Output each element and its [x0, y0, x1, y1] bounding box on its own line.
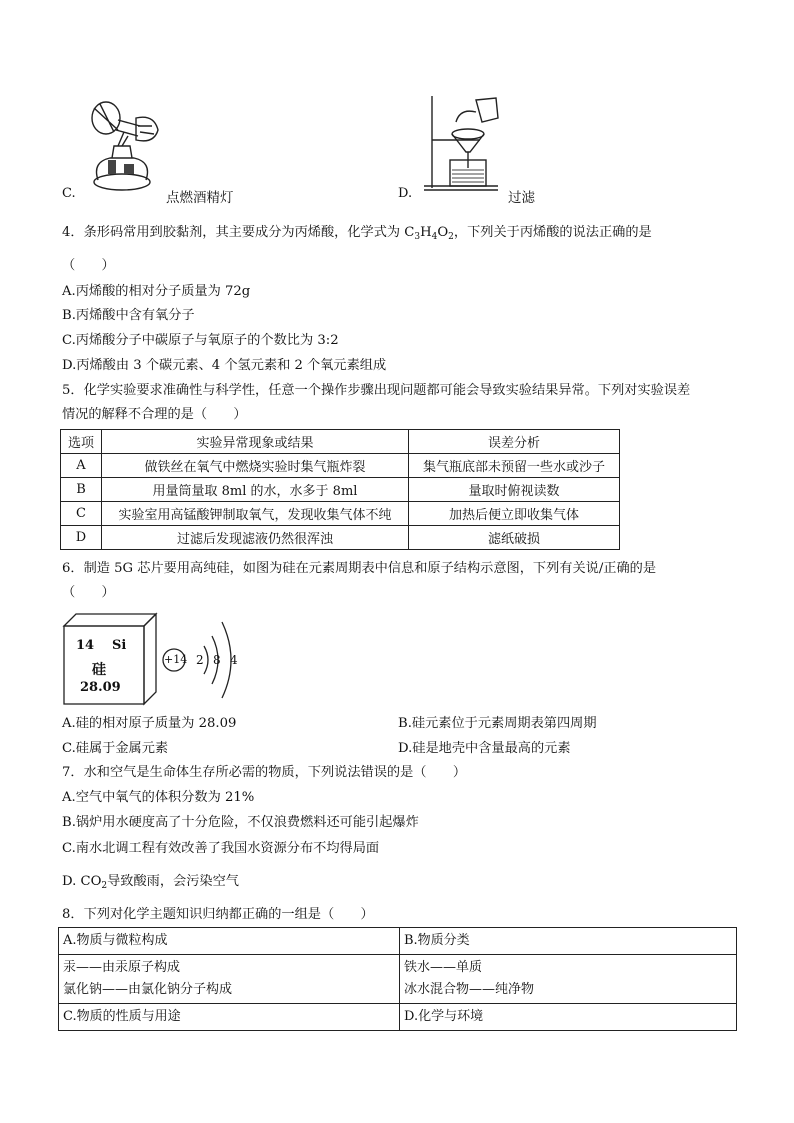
- q8-cell-b-content: [400, 955, 737, 1004]
- q5-stem-line1: 5．化学实验要求准确性与科学性，任意一个操作步骤出现问题都可能会导致实验结果异常。下列对实验误差: [62, 383, 691, 398]
- atom-shell-2: 8: [213, 653, 221, 667]
- table-header-cell: 误差分析: [409, 430, 620, 454]
- table-cell: 集气瓶底部未预留一些水或沙子: [409, 454, 620, 478]
- table-cell: C: [61, 502, 102, 526]
- q8-b-line2: 冰水混合物——纯净物: [404, 982, 535, 997]
- q3-option-d-label: D.: [398, 186, 413, 201]
- q8-cell-c-title: C.物质的性质与用途: [59, 1004, 400, 1031]
- q3-option-c-label: C.: [62, 186, 76, 201]
- q8-a-line1: 汞——由汞原子构成: [63, 960, 181, 975]
- q3-option-d-text: 过滤: [508, 190, 535, 206]
- element-name: 硅: [92, 662, 106, 678]
- table-cell: A: [61, 454, 102, 478]
- q8-a-line2: 氯化钠——由氯化钠分子构成: [63, 982, 233, 997]
- table-row: [59, 955, 737, 1004]
- q8-b-line1: 铁水——单质: [404, 960, 483, 975]
- q7-option-d: D. $CO_2$导致酸雨，会污染空气: [62, 874, 239, 891]
- q8-table: [58, 927, 737, 1031]
- table-header-row: [61, 430, 620, 454]
- table-cell: 用量筒量取 8ml 的水，水多于 8ml: [102, 478, 409, 502]
- q4-option-c: C.丙烯酸分子中碳原子与氧原子的个数比为 3:2: [62, 333, 339, 348]
- q3-option-c-text: 点燃酒精灯: [166, 190, 234, 206]
- table-row: [61, 454, 620, 478]
- atom-shell-1: 2: [196, 653, 204, 667]
- table-cell: B: [61, 478, 102, 502]
- table-cell: 滤纸破损: [409, 526, 620, 550]
- q4-option-b: B.丙烯酸中含有氧分子: [62, 308, 195, 323]
- q8-stem: 8．下列对化学主题知识归纳都正确的一组是（ ）: [62, 907, 374, 922]
- q8-cell-a-title: A.物质与微粒构成: [59, 928, 400, 955]
- q8-cell-d-title: D.化学与环境: [400, 1004, 737, 1031]
- atom-shell-3: 4: [230, 653, 238, 667]
- q4-option-d: D.丙烯酸由 3 个碳元素、4 个氢元素和 2 个氧元素组成: [62, 358, 387, 373]
- table-cell: 实验室用高锰酸钾制取氧气，发现收集气体不纯: [102, 502, 409, 526]
- q7-stem: 7．水和空气是生命体生存所必需的物质，下列说法错误的是（ ）: [62, 765, 467, 780]
- q4-stem: 4．条形码常用到胶黏剂，其主要成分为丙烯酸，化学式为 $C_3H_4O_2$，下列关于丙烯酸的说法正确的是: [62, 225, 652, 242]
- table-cell: 做铁丝在氧气中燃烧实验时集气瓶炸裂: [102, 454, 409, 478]
- table-cell: D: [61, 526, 102, 550]
- q7-option-c: C.南水北调工程有效改善了我国水资源分布不均得局面: [62, 841, 380, 856]
- q6-option-b: B.硅元素位于元素周期表第四周期: [398, 716, 597, 731]
- table-cell: 过滤后发现滤液仍然很浑浊: [102, 526, 409, 550]
- alcohol-lamp-figure: [78, 96, 170, 196]
- q4-answer-paren: （ ）: [62, 258, 115, 273]
- table-header-cell: 实验异常现象或结果: [102, 430, 409, 454]
- q6-stem: 6．制造 5G 芯片要用高纯硅，如图为硅在元素周期表中信息和原子结构示意图，下列有关说/正确的是: [62, 561, 657, 576]
- q8-cell-b-title: B.物质分类: [400, 928, 737, 955]
- table-row: [61, 526, 620, 550]
- element-symbol: Si: [112, 638, 127, 653]
- filtration-figure: [420, 94, 502, 196]
- atom-nucleus-charge: +14: [164, 653, 188, 666]
- element-atomic-number: 14: [76, 638, 95, 653]
- q5-table: [60, 429, 620, 550]
- q6-option-a: A.硅的相对原子质量为 28.09: [62, 716, 237, 731]
- q7-option-a: A.空气中氧气的体积分数为 21%: [62, 790, 255, 805]
- table-cell: 量取时俯视读数: [409, 478, 620, 502]
- q8-cell-a-content: [59, 955, 400, 1004]
- table-header-cell: 选项: [61, 430, 102, 454]
- table-cell: 加热后便立即收集气体: [409, 502, 620, 526]
- q6-answer-paren: （ ）: [62, 585, 115, 600]
- q7-option-b: B.锅炉用水硬度高了十分危险，不仅浪费燃料还可能引起爆炸: [62, 815, 419, 830]
- table-row: [59, 1004, 737, 1031]
- q5-stem-line2: 情况的解释不合理的是（ ）: [62, 407, 247, 422]
- q6-option-c: C.硅属于金属元素: [62, 741, 169, 756]
- table-row: [61, 502, 620, 526]
- q4-option-a: A.丙烯酸的相对分子质量为 72g: [62, 284, 251, 299]
- table-row: [61, 478, 620, 502]
- table-row: [59, 928, 737, 955]
- q6-option-d: D.硅是地壳中含量最高的元素: [398, 741, 571, 756]
- element-relative-atomic-mass: 28.09: [80, 680, 121, 695]
